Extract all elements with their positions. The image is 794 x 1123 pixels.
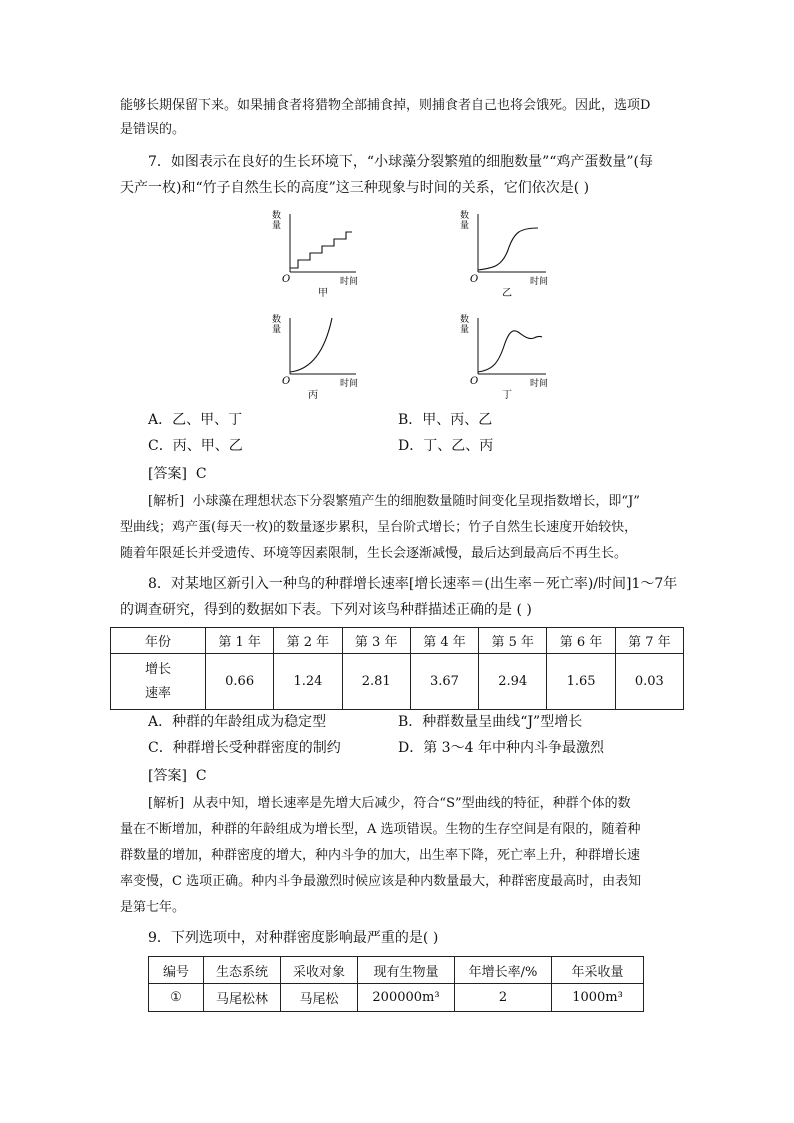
graph-yi-label: 乙 — [502, 288, 512, 299]
q8-stem-line-1: 8．对某地区新引入一种鸟的种群增长速率[增长速率＝(出生率－死亡率)/时间]1～7年 — [148, 576, 678, 592]
q7-analysis-tag: [解析] — [148, 494, 185, 509]
graph-bing-curve — [290, 318, 332, 372]
q8-table-year-3: 第 3 年 — [342, 628, 410, 654]
q9-table-header-biomass: 现有生物量 — [358, 957, 455, 984]
q8-table-value-row — [111, 654, 684, 710]
graph-yi-ylabel-2: 量 — [460, 221, 470, 231]
q7-analysis-text-1: 小球藻在理想状态下分裂繁殖产生的细胞数量随时间变化呈现指数增长，即“J” — [192, 494, 640, 509]
graph-yi-ylabel-1: 数 — [460, 211, 470, 221]
graph-bing-label: 丙 — [308, 390, 318, 401]
q9-row-1-id: ① — [149, 984, 204, 1012]
q8-answer-tag: [答案] — [148, 768, 187, 784]
q8-table-year-1: 第 1 年 — [206, 628, 274, 654]
q8-table-year-2: 第 2 年 — [274, 628, 342, 654]
q8-analysis-line-1 — [148, 794, 631, 814]
q8-analysis-tag: [解析] — [148, 796, 185, 811]
graph-jia-ylabel-2: 量 — [272, 221, 282, 231]
q8-analysis-line-5: 是第七年。 — [120, 900, 186, 915]
q8-analysis-line-4: 率变慢，C 选项正确。种内斗争最激烈时候应该是种内数量最大，种群密度最高时，由表知 — [120, 874, 642, 889]
q8-table-value-5: 2.94 — [479, 654, 547, 710]
graph-ding-label: 丁 — [502, 390, 512, 401]
q9-harvest-table — [148, 956, 644, 1012]
q8-table-row-label-1: 增长 — [144, 661, 171, 677]
graph-bing-ylabel-2: 量 — [272, 325, 282, 335]
q7-analysis-line-1 — [148, 492, 640, 512]
q8-analysis-text-1: 从表中知，增长速率是先增大后减少，符合“S”型曲线的特征，种群个体的数 — [192, 796, 631, 811]
graph-ding — [456, 314, 566, 404]
q9-table-header-row — [149, 957, 644, 984]
q7-option-d[interactable]: D．丁、乙、丙 — [398, 438, 494, 454]
graph-yi-origin: O — [470, 274, 479, 285]
q8-option-a[interactable]: A．种群的年龄组成为稳定型 — [148, 714, 327, 730]
q9-row-1-harvest: 1000m³ — [552, 984, 644, 1012]
graph-ding-origin: O — [470, 376, 479, 387]
graph-ding-xlabel: 时间 — [530, 379, 549, 389]
q8-table-row-label — [111, 654, 206, 710]
graph-bing-ylabel-1: 数 — [272, 315, 282, 325]
q7-stem-line-2: 天产一枚)和“竹子自然生长的高度”这三种现象与时间的关系，它们依次是( ) — [120, 180, 590, 196]
q9-table-header-harvest: 年采收量 — [552, 957, 644, 984]
q7-option-c[interactable]: C．丙、甲、乙 — [148, 438, 243, 454]
q9-table-header-ecosystem: 生态系统 — [204, 957, 281, 984]
q7-option-a[interactable]: A．乙、甲、丁 — [148, 412, 243, 428]
graph-jia — [268, 210, 378, 300]
q8-answer — [148, 766, 207, 786]
q9-row-1-biomass: 200000m³ — [358, 984, 455, 1012]
q8-table-value-7: 0.03 — [615, 654, 683, 710]
graph-bing-origin: O — [282, 376, 291, 387]
q9-row-1-target: 马尾松 — [281, 984, 358, 1012]
q7-stem-line-1: 7．如图表示在良好的生长环境下，“小球藻分裂繁殖的细胞数量”“鸡产蛋数量”(每 — [148, 154, 653, 170]
q8-option-b[interactable]: B．种群数量呈曲线“J”型增长 — [398, 714, 583, 730]
q8-table-value-6: 1.65 — [547, 654, 615, 710]
intro-line-1: 能够长期保留下来。如果捕食者将猎物全部捕食掉，则捕食者自己也将会饿死。因此，选项D — [120, 98, 651, 113]
q8-table-value-4: 3.67 — [410, 654, 478, 710]
graph-jia-ylabel-1: 数 — [272, 211, 282, 221]
q7-analysis-line-3: 随着年限延长并受遗传、环境等因素限制，生长会逐渐减慢，最后达到最高后不再生长。 — [120, 546, 628, 561]
q7-option-b[interactable]: B．甲、丙、乙 — [398, 412, 493, 428]
q8-table-value-2: 1.24 — [274, 654, 342, 710]
q9-table-header-id: 编号 — [149, 957, 204, 984]
graph-ding-ylabel-1: 数 — [460, 315, 470, 325]
q7-answer-value: C — [195, 466, 207, 482]
graph-ding-curve — [478, 331, 542, 372]
q8-growth-table — [110, 627, 684, 710]
graph-yi-xlabel: 时间 — [530, 277, 549, 287]
graph-bing — [268, 314, 378, 404]
q8-analysis-line-2: 量在不断增加，种群的年龄组成为增长型，A 选项错误。生物的生存空间是有限的，随着种 — [120, 822, 641, 837]
q9-table-header-target: 采收对象 — [281, 957, 358, 984]
q8-table-header-label: 年份 — [111, 628, 206, 654]
intro-line-2: 是错误的。 — [120, 122, 186, 137]
graph-yi — [456, 210, 566, 300]
graph-jia-curve — [290, 232, 352, 268]
q8-table-header-row — [111, 628, 684, 654]
q8-table-row-label-2: 速率 — [144, 685, 171, 701]
graph-bing-xlabel: 时间 — [340, 379, 359, 389]
q9-stem: 9．下列选项中，对种群密度影响最严重的是( ) — [148, 930, 439, 946]
q8-analysis-line-3: 群数量的增加，种群密度的增大，种内斗争的加大，出生率下降，死亡率上升，种群增长速 — [120, 848, 641, 863]
q9-table-row — [149, 984, 644, 1012]
q8-answer-value: C — [195, 768, 207, 784]
q7-answer — [148, 464, 207, 484]
graph-jia-origin: O — [282, 274, 291, 285]
q8-option-d[interactable]: D．第 3～4 年中种内斗争最激烈 — [398, 740, 604, 756]
graph-jia-xlabel: 时间 — [340, 277, 359, 287]
q8-table-year-6: 第 6 年 — [547, 628, 615, 654]
q8-stem-line-2: 的调查研究，得到的数据如下表。下列对该鸟种群描述正确的是 ( ) — [120, 602, 532, 618]
graph-yi-curve — [478, 228, 538, 270]
q8-table-year-7: 第 7 年 — [615, 628, 683, 654]
graph-ding-ylabel-2: 量 — [460, 325, 470, 335]
q7-analysis-line-2: 型曲线；鸡产蛋(每天一枚)的数量逐步累积，呈台阶式增长；竹子自然生长速度开始较快， — [120, 520, 638, 535]
graph-jia-label: 甲 — [318, 288, 328, 299]
q8-option-c[interactable]: C．种群增长受种群密度的制约 — [148, 740, 341, 756]
q7-answer-tag: [答案] — [148, 466, 187, 482]
q8-table-value-3: 2.81 — [342, 654, 410, 710]
q9-row-1-growth-rate: 2 — [455, 984, 552, 1012]
q8-table-year-4: 第 4 年 — [410, 628, 478, 654]
q8-table-year-5: 第 5 年 — [479, 628, 547, 654]
q9-table-header-growth-rate: 年增长率/% — [455, 957, 552, 984]
q9-row-1-ecosystem: 马尾松林 — [204, 984, 281, 1012]
q8-table-value-1: 0.66 — [206, 654, 274, 710]
